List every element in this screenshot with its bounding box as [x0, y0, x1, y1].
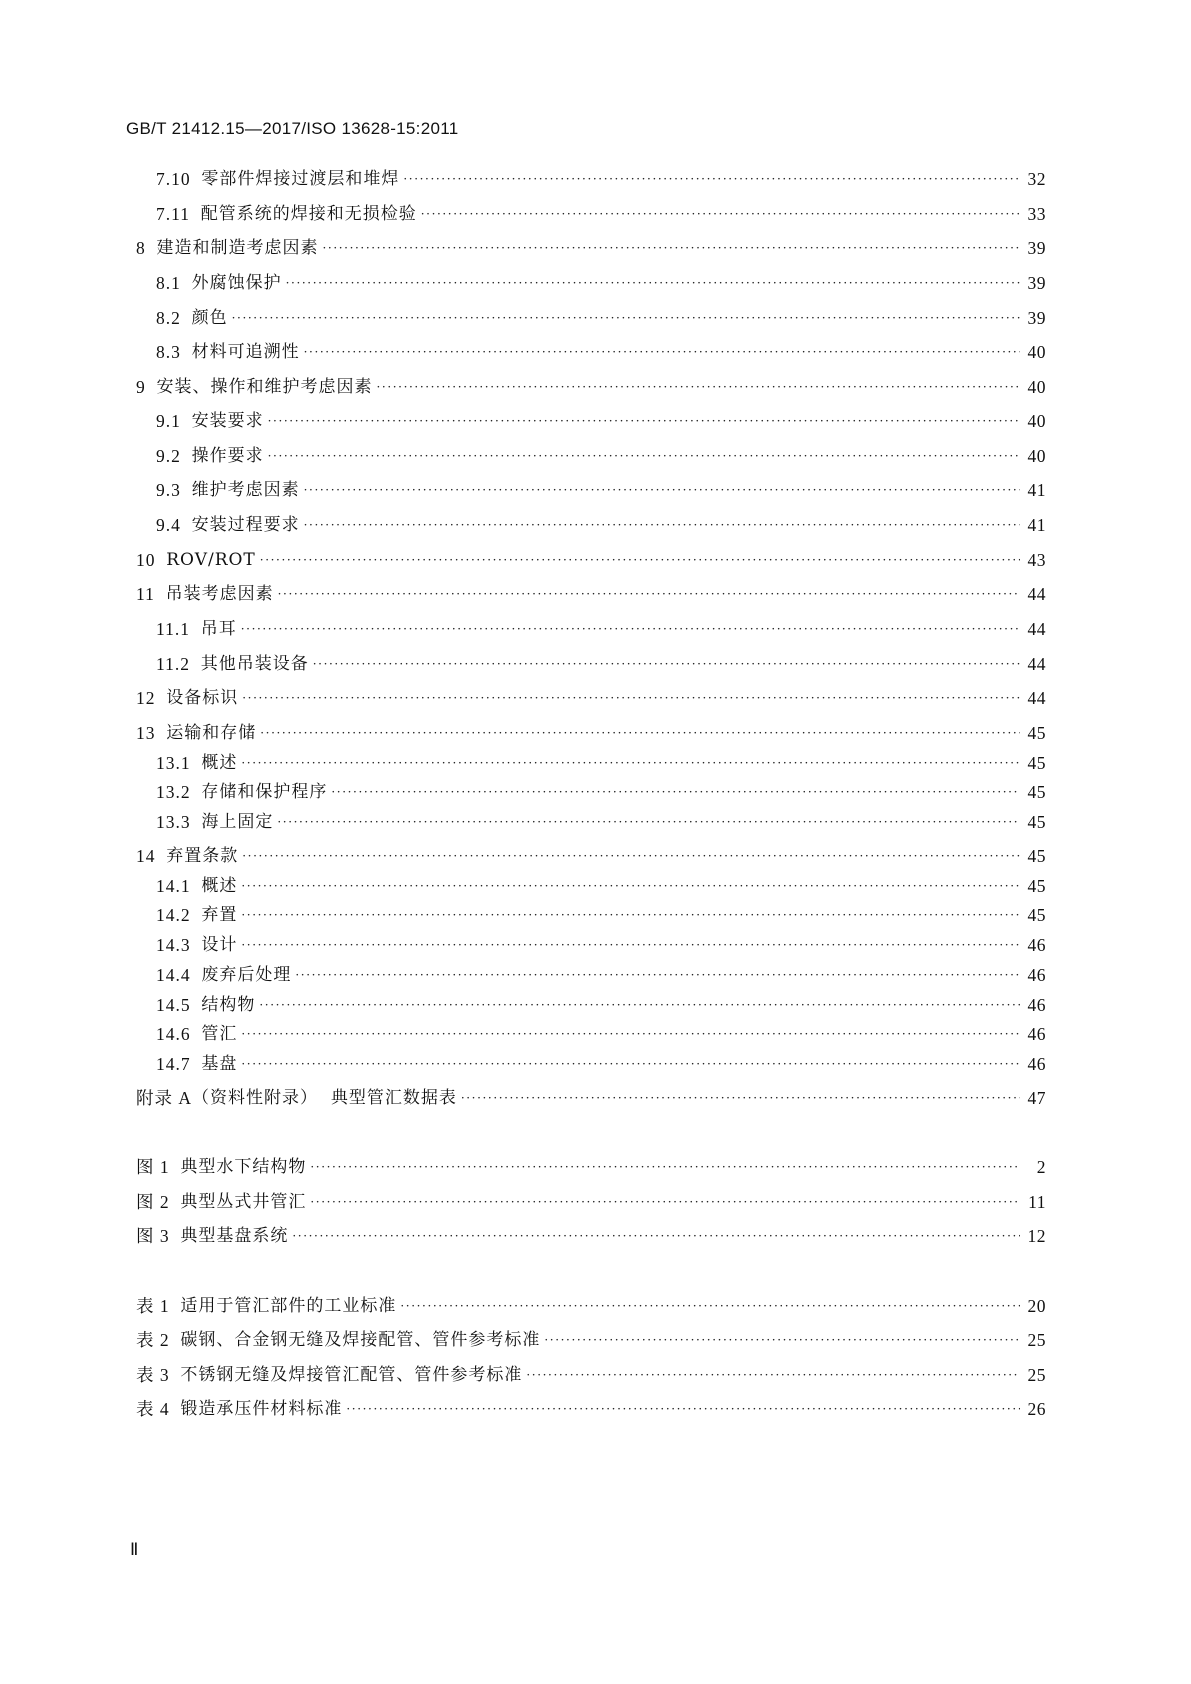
- toc-entry-number: 9.4: [156, 515, 192, 535]
- leader-dots: [310, 1154, 1020, 1180]
- toc-entry-number: 11.1: [156, 619, 201, 639]
- toc-entry-page: 45: [1027, 753, 1046, 773]
- leader-dots: [241, 932, 1020, 958]
- toc-entry-title: ROV/ROT: [166, 550, 256, 570]
- leader-dots: [241, 1051, 1020, 1077]
- toc-entry-title: 安装要求: [191, 411, 264, 431]
- toc-entry-number: 7.11: [156, 204, 201, 224]
- toc-entry-page: 40: [1027, 377, 1046, 397]
- toc-entry[interactable]: [136, 581, 1046, 607]
- leader-dots: [304, 512, 1020, 538]
- toc-entry-title: 概述: [201, 876, 238, 896]
- figure-title: 典型丛式井管汇: [180, 1192, 307, 1212]
- toc-entry-page: 46: [1027, 995, 1046, 1015]
- toc-entry-title: （资料性附录） 典型管汇数据表: [192, 1088, 457, 1108]
- table-title: 适用于管汇部件的工业标准: [180, 1296, 397, 1316]
- toc-entry[interactable]: [156, 809, 1046, 835]
- toc-entry-title: 操作要求: [191, 446, 264, 466]
- table-list-entry[interactable]: [136, 1327, 1046, 1353]
- toc-entry-title: 弃置条款: [166, 846, 239, 866]
- toc-entry-title: 吊耳: [200, 619, 237, 639]
- toc-entry[interactable]: [156, 779, 1046, 805]
- toc-entry-page: 40: [1027, 342, 1046, 362]
- toc-entry-number: 14: [136, 846, 167, 866]
- toc-entry-number: 7.10: [156, 169, 202, 189]
- toc-entry[interactable]: [136, 685, 1046, 711]
- table-page: 25: [1027, 1365, 1046, 1385]
- figure-list-entry[interactable]: [136, 1154, 1046, 1180]
- toc-entry-page: 40: [1027, 411, 1046, 431]
- leader-dots: [544, 1327, 1020, 1353]
- toc-entry-number: 14.7: [156, 1054, 202, 1074]
- toc-entry-title: 结构物: [201, 995, 256, 1015]
- toc-entry-page: 46: [1027, 1024, 1046, 1044]
- leader-dots: [323, 235, 1021, 261]
- toc-entry-number: 14.1: [156, 876, 202, 896]
- toc-entry[interactable]: [136, 374, 1046, 400]
- leader-dots: [241, 1021, 1020, 1047]
- toc-entry[interactable]: [156, 902, 1046, 928]
- toc-entry-number: 9: [136, 377, 157, 397]
- table-page: 26: [1027, 1399, 1046, 1419]
- leader-dots: [304, 477, 1020, 503]
- table-page: 20: [1027, 1296, 1046, 1316]
- toc-entry-number: 14.3: [156, 935, 202, 955]
- toc-entry-title: 安装过程要求: [191, 515, 300, 535]
- leader-dots: [292, 1223, 1020, 1249]
- toc-entry[interactable]: [156, 166, 1046, 192]
- toc-entry-number: 12: [136, 688, 167, 708]
- toc-entry-title: 颜色: [191, 308, 228, 328]
- figure-page: 11: [1028, 1192, 1046, 1212]
- toc-entry-title: 材料可追溯性: [191, 342, 300, 362]
- toc-entry[interactable]: [156, 443, 1046, 469]
- toc-entry-number: 8.2: [156, 308, 192, 328]
- figure-list-entry[interactable]: [136, 1189, 1046, 1215]
- toc-entry-number: 附录 A: [136, 1088, 193, 1108]
- toc-entry-number: 14.4: [156, 965, 202, 985]
- table-list-entry[interactable]: [136, 1293, 1046, 1319]
- toc-entry-page: 33: [1027, 204, 1046, 224]
- leader-dots: [242, 685, 1020, 711]
- leader-dots: [403, 166, 1020, 192]
- figure-list-entry[interactable]: [136, 1223, 1046, 1249]
- leader-dots: [331, 779, 1020, 805]
- toc-entry[interactable]: [156, 270, 1046, 296]
- toc-entry-number: 11.2: [156, 654, 201, 674]
- toc-entry-title: 弃置: [201, 905, 238, 925]
- toc-entry-number: 8.3: [156, 342, 192, 362]
- figure-number: 图 1: [136, 1157, 181, 1177]
- toc-entry-title: 外腐蚀保护: [191, 273, 282, 293]
- leader-dots: [313, 651, 1020, 677]
- toc-entry[interactable]: [156, 339, 1046, 365]
- toc-entry[interactable]: [156, 750, 1046, 776]
- toc-entry-page: 40: [1027, 446, 1046, 466]
- leader-dots: [526, 1362, 1020, 1388]
- leader-dots: [304, 339, 1020, 365]
- toc-entry-page: 32: [1027, 169, 1046, 189]
- toc-entry-title: 设计: [201, 935, 238, 955]
- toc-entry-page: 47: [1027, 1088, 1046, 1108]
- figure-title: 典型基盘系统: [180, 1226, 289, 1246]
- leader-dots: [400, 1293, 1020, 1319]
- table-number: 表 4: [136, 1399, 181, 1419]
- toc-entry-number: 14.5: [156, 995, 202, 1015]
- toc-entry-number: 10: [136, 550, 167, 570]
- leader-dots: [241, 616, 1020, 642]
- toc-entry-title: 基盘: [201, 1054, 238, 1074]
- leader-dots: [259, 992, 1020, 1018]
- table-list-entry[interactable]: [136, 1396, 1046, 1422]
- toc-entry-title: 维护考虑因素: [191, 480, 300, 500]
- toc-entry-title: 存储和保护程序: [201, 782, 328, 802]
- toc-entry-number: 8.1: [156, 273, 192, 293]
- figure-title: 典型水下结构物: [180, 1157, 307, 1177]
- toc-entry[interactable]: [156, 873, 1046, 899]
- toc-entry-page: 41: [1027, 480, 1046, 500]
- figure-page: 12: [1027, 1226, 1046, 1246]
- leader-dots: [461, 1085, 1020, 1111]
- toc-entry-page: 39: [1027, 273, 1046, 293]
- document-standard-id: GB/T 21412.15—2017/ISO 13628-15:2011: [126, 119, 459, 138]
- table-number: 表 2: [136, 1330, 181, 1350]
- toc-entry-page: 39: [1027, 238, 1046, 258]
- leader-dots: [278, 581, 1020, 607]
- table-number: 表 3: [136, 1365, 181, 1385]
- leader-dots: [377, 374, 1021, 400]
- leader-dots: [268, 408, 1020, 434]
- toc-entry[interactable]: [136, 843, 1046, 869]
- toc-entry[interactable]: [156, 616, 1046, 642]
- toc-entry-number: 11: [136, 584, 166, 604]
- toc-entry-page: 46: [1027, 965, 1046, 985]
- toc-entry-title: 安装、操作和维护考虑因素: [156, 377, 373, 397]
- toc-entry-page: 45: [1027, 782, 1046, 802]
- toc-entry-number: 9.2: [156, 446, 192, 466]
- table-page: 25: [1027, 1330, 1046, 1350]
- page-number: Ⅱ: [130, 1540, 139, 1559]
- toc-entry[interactable]: [136, 1085, 1046, 1111]
- toc-entry-number: 13.1: [156, 753, 202, 773]
- leader-dots: [268, 443, 1020, 469]
- toc-entry-number: 13: [136, 723, 167, 743]
- toc-entry[interactable]: [156, 651, 1046, 677]
- table-number: 表 1: [136, 1296, 181, 1316]
- toc-entry[interactable]: [156, 408, 1046, 434]
- toc-entry-title: 概述: [201, 753, 238, 773]
- toc-entry[interactable]: [156, 1021, 1046, 1047]
- toc-entry[interactable]: [156, 932, 1046, 958]
- table-title: 锻造承压件材料标准: [180, 1399, 343, 1419]
- toc-entry[interactable]: [156, 201, 1046, 227]
- toc-entry-title: 设备标识: [166, 688, 239, 708]
- leader-dots: [241, 873, 1020, 899]
- toc-entry-page: 45: [1027, 876, 1046, 896]
- table-list-entry[interactable]: [136, 1362, 1046, 1388]
- toc-entry[interactable]: [156, 1051, 1046, 1077]
- leader-dots: [295, 962, 1020, 988]
- toc-entry[interactable]: [156, 477, 1046, 503]
- toc-entry-page: 44: [1027, 654, 1046, 674]
- leader-dots: [232, 305, 1020, 331]
- toc-entry[interactable]: [156, 305, 1046, 331]
- toc-entry-page: 43: [1027, 550, 1046, 570]
- toc-entry-number: 8: [136, 238, 157, 258]
- leader-dots: [260, 547, 1020, 573]
- table-of-contents: [136, 0, 1046, 1684]
- toc-entry-number: 14.6: [156, 1024, 202, 1044]
- toc-entry-number: 9.3: [156, 480, 192, 500]
- toc-entry[interactable]: [156, 962, 1046, 988]
- toc-entry-page: 45: [1027, 723, 1046, 743]
- toc-entry-page: 44: [1027, 619, 1046, 639]
- leader-dots: [346, 1396, 1020, 1422]
- toc-entry[interactable]: [156, 992, 1046, 1018]
- toc-entry-title: 吊装考虑因素: [165, 584, 274, 604]
- toc-entry-number: 9.1: [156, 411, 192, 431]
- toc-entry-page: 41: [1027, 515, 1046, 535]
- figure-number: 图 3: [136, 1226, 181, 1246]
- toc-entry-page: 44: [1027, 688, 1046, 708]
- leader-dots: [286, 270, 1020, 296]
- toc-entry-title: 建造和制造考虑因素: [156, 238, 319, 258]
- toc-entry-title: 海上固定: [201, 812, 274, 832]
- figure-number: 图 2: [136, 1192, 181, 1212]
- toc-entry-title: 管汇: [201, 1024, 238, 1044]
- toc-entry-page: 45: [1027, 812, 1046, 832]
- toc-entry[interactable]: [136, 235, 1046, 261]
- toc-entry-number: 13.3: [156, 812, 202, 832]
- leader-dots: [277, 809, 1020, 835]
- toc-entry-title: 零部件焊接过渡层和堆焊: [201, 169, 400, 189]
- table-title: 不锈钢无缝及焊接管汇配管、管件参考标准: [180, 1365, 523, 1385]
- toc-entry[interactable]: [136, 720, 1046, 746]
- leader-dots: [241, 902, 1020, 928]
- table-title: 碳钢、合金钢无缝及焊接配管、管件参考标准: [180, 1330, 541, 1350]
- toc-entry-page: 45: [1027, 846, 1046, 866]
- toc-entry-page: 45: [1027, 905, 1046, 925]
- toc-entry-number: 13.2: [156, 782, 202, 802]
- toc-entry-page: 44: [1027, 584, 1046, 604]
- toc-entry-title: 废弃后处理: [201, 965, 292, 985]
- toc-entry-page: 46: [1027, 1054, 1046, 1074]
- toc-entry-number: 14.2: [156, 905, 202, 925]
- toc-entry-title: 其他吊装设备: [200, 654, 309, 674]
- leader-dots: [241, 750, 1020, 776]
- toc-entry-page: 39: [1027, 308, 1046, 328]
- leader-dots: [310, 1189, 1020, 1215]
- leader-dots: [421, 201, 1020, 227]
- leader-dots: [242, 843, 1020, 869]
- toc-entry[interactable]: [156, 512, 1046, 538]
- toc-entry[interactable]: [136, 547, 1046, 573]
- toc-entry-title: 运输和存储: [166, 723, 257, 743]
- figure-page: 2: [1036, 1157, 1046, 1177]
- toc-entry-title: 配管系统的焊接和无损检验: [200, 204, 417, 224]
- leader-dots: [260, 720, 1020, 746]
- toc-entry-page: 46: [1027, 935, 1046, 955]
